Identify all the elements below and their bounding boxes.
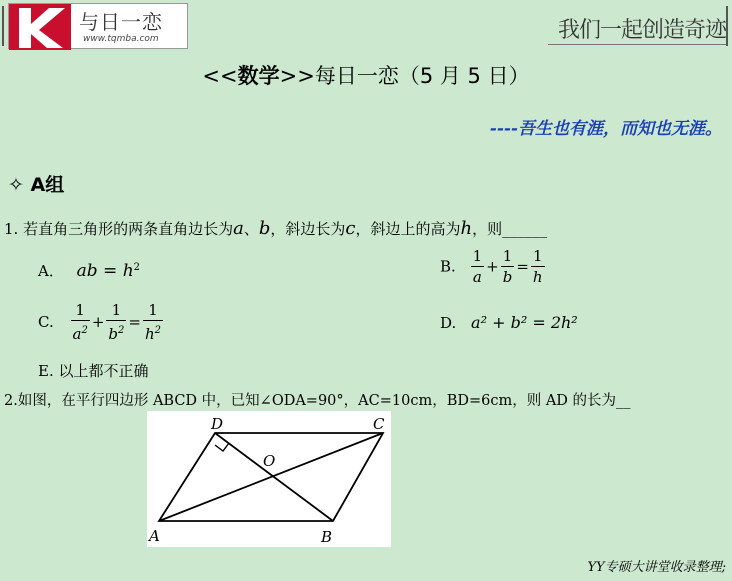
label-o: O <box>263 452 276 470</box>
header-right-bar <box>726 6 728 46</box>
footer-credit: YY专硕大讲堂收录整理; <box>587 560 726 575</box>
page-title: <<数学>>每日一恋（5 月 5 日） <box>202 64 530 88</box>
q1-option-d: D. a² + b² = 2h² <box>440 313 578 332</box>
q1-option-b: B. $\frac{1}{a}$ + $\frac{1}{b}$ = $\frac{1}{h}$ <box>440 247 543 286</box>
group-heading: ✧ A组 <box>8 174 65 196</box>
q1-option-e: E. 以上都不正确 <box>38 362 149 380</box>
label-d: D <box>211 415 224 433</box>
q2-stem: 2.如图，在平行四边形 ABCD 中，已知∠ODA=90°，AC=10cm，BD=6cm，则 AD 的长为__ <box>4 393 631 409</box>
parallelogram-figure <box>147 411 391 547</box>
slogan-underline <box>548 44 726 45</box>
label-a: A <box>149 527 160 545</box>
logo-url: www.tqmba.com <box>83 34 159 44</box>
label-c: C <box>373 415 385 433</box>
logo-k-icon <box>9 4 71 50</box>
q1-option-c: C. $\frac{1}{a^2}$ + $\frac{1}{b^2}$ = $\frac{1}{h^2}$ <box>38 301 162 343</box>
logo <box>8 3 188 49</box>
logo-red-block <box>9 4 71 50</box>
slogan: 我们一起创造奇迹 <box>558 18 727 43</box>
q1-option-a: A． ab = $h^2$ <box>38 261 141 281</box>
logo-text: 与日一恋 <box>79 10 163 34</box>
header-left-bar <box>2 6 4 46</box>
quote: ----吾生也有涯，而知也无涯。 <box>489 119 722 139</box>
q1-stem: 1. 若直角三角形的两条直角边长为a、b，斜边长为c，斜边上的高为h，则______ <box>4 218 548 239</box>
label-b: B <box>321 528 333 546</box>
